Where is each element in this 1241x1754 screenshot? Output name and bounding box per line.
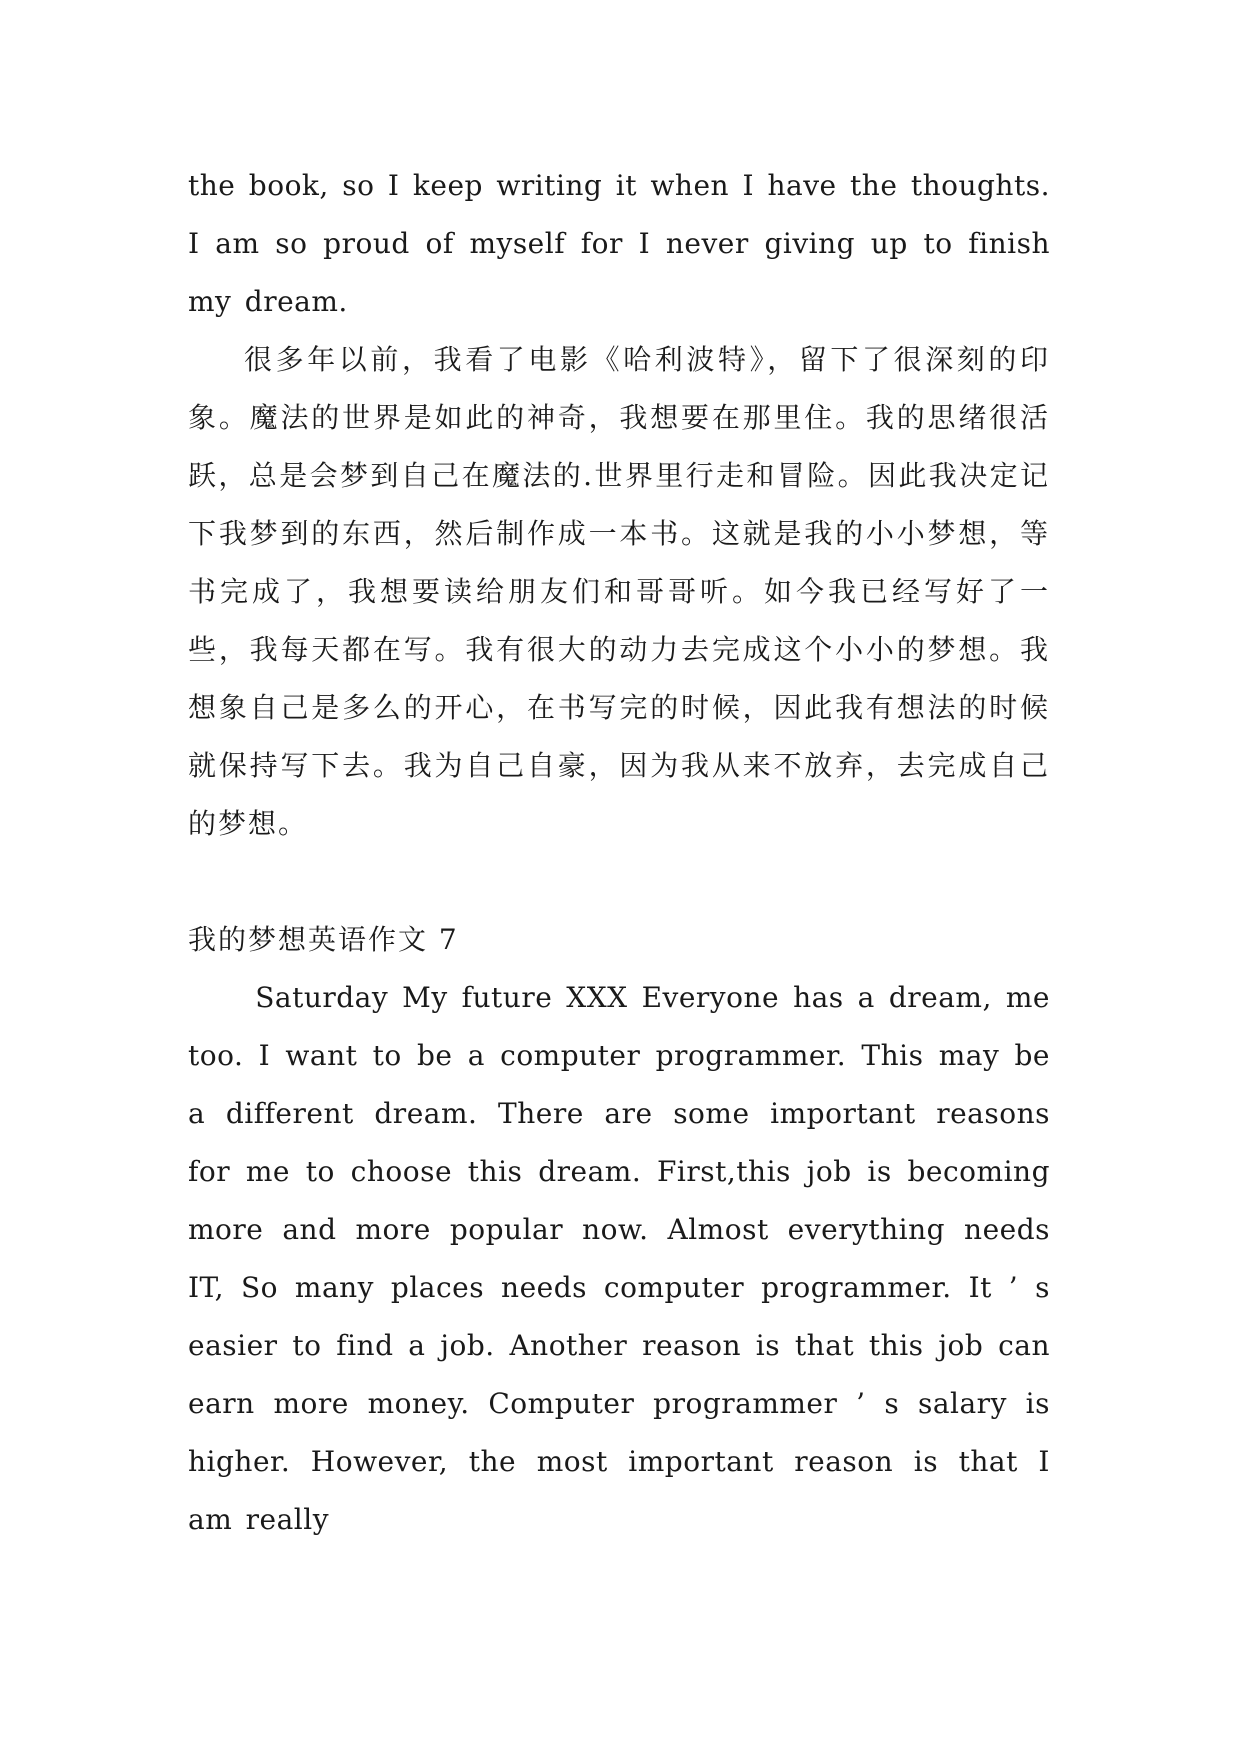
paragraph-english-continuation: the book, so I keep writing it when I have the thoughts. I am so proud of myself for I never giving up to finish my dream. <box>188 169 1050 318</box>
section-heading: 我的梦想英语作文 7 <box>188 923 459 956</box>
document-body <box>188 157 1050 1549</box>
paragraph-chinese-translation: 很多年以前，我看了电影《哈利波特》，留下了很深刻的印象。魔法的世界是如此的神奇，我想要在那里住。我的思绪很活跃，总是会梦到自己在魔法的.世界里行走和冒险。因此我决定记下我梦到的东西，然后制作成一本书。这就是我的小小梦想，等书完成了，我想要读给朋友们和哥哥听。如今我已经写好了一些，我每天都在写。我有很大的动力去完成这个小小的梦想。我想象自己是多么的开心，在书写完的时候，因此我有想法的时候就保持写下去。我为自己自豪，因为我从来不放弃，去完成自己的梦想。 <box>188 343 1050 840</box>
paragraph-english-essay: Saturday My future XXX Everyone has a dream, me too. I want to be a computer programmer. This may be a different dream. There are some important reasons for me to choose this dream. First,this job is becoming more and more popular now. Almost everything needs IT, So many places needs computer programmer. It ’ s easier to find a job. Another reason is that this job can earn more money. Computer programmer ’ s salary is higher. However, the most important reason is that I am really <box>188 981 1050 1536</box>
